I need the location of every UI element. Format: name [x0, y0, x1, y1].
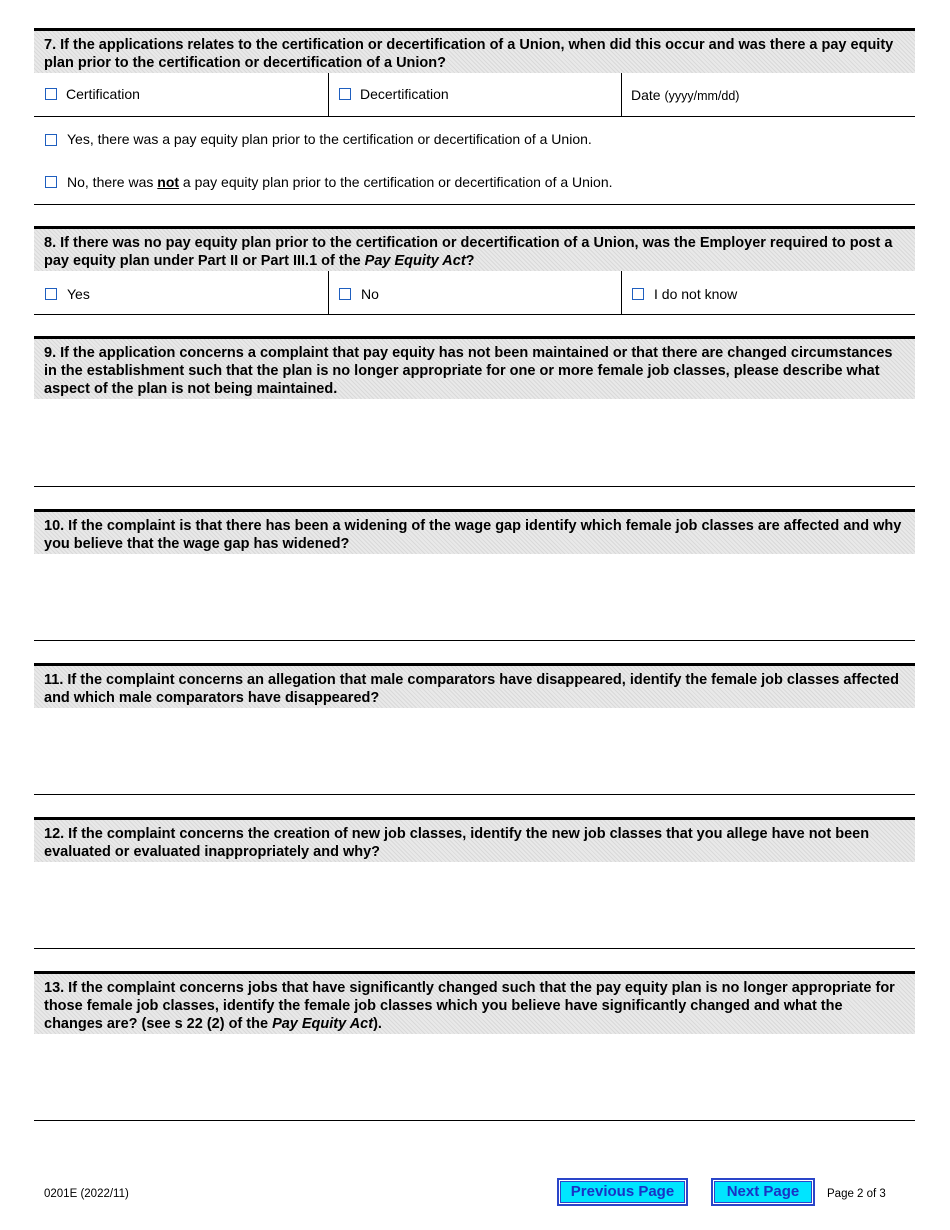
plan-existed-no-checkbox[interactable] [45, 176, 57, 188]
divider [621, 73, 622, 117]
divider [34, 204, 915, 205]
q10-answer-area[interactable] [34, 554, 915, 640]
divider [34, 794, 915, 795]
q12-answer-area[interactable] [34, 862, 915, 948]
act-name: Pay Equity Act [364, 253, 466, 269]
employer-required-yes-checkbox[interactable] [45, 288, 57, 300]
q10-question: 10. If the complaint is that there has been a widening of the wage gap identify which female job classes are affected and why you believe that the wage gap has widened? [44, 518, 902, 552]
certification-checkbox[interactable] [45, 88, 57, 100]
plan-existed-no-label [67, 174, 613, 190]
employer-required-yes-label: Yes [67, 286, 90, 302]
divider [34, 116, 915, 117]
divider [34, 948, 915, 949]
plan-existed-yes-label: Yes, there was a pay equity plan prior to the certification or decertification of a Union. [67, 131, 592, 147]
q8-question-end: ? [465, 253, 475, 269]
decertification-label: Decertification [360, 86, 449, 102]
employer-required-no-checkbox[interactable] [339, 288, 351, 300]
divider [34, 314, 915, 315]
q10-heading [34, 509, 915, 554]
divider [34, 486, 915, 487]
q13-question-end: ). [373, 1016, 382, 1032]
q11-question: 11. If the complaint concerns an allegation that male comparators have disappeared, identify the female job classes affected and which male comparators have disappeared? [44, 672, 899, 706]
act-name: Pay Equity Act [272, 1016, 374, 1032]
q11-heading [34, 663, 915, 708]
q13-question-text: 13. If the complaint concerns jobs that have significantly changed such that the pay equity plan is no longer appropriate for those female job classes, identify the female job classes which you believe have significantly changed and what the changes are? (see s 22 (2) of the [44, 980, 895, 1032]
no-label-text-end: a pay equity plan prior to the certification or decertification of a Union. [179, 174, 613, 190]
divider [34, 640, 915, 641]
divider [621, 271, 622, 315]
q8-question [44, 235, 892, 269]
q13-answer-area[interactable] [34, 1034, 915, 1120]
divider [328, 271, 329, 315]
employer-required-dont-know-checkbox[interactable] [632, 288, 644, 300]
date-field[interactable] [631, 87, 739, 104]
q11-answer-area[interactable] [34, 708, 915, 794]
q8-question-text: 8. If there was no pay equity plan prior to the certification or decertification of a Union, was the Employer required to post a pay equity plan under Part II or Part III.1 of the [44, 235, 893, 269]
employer-required-dont-know-label: I do not know [654, 286, 738, 302]
date-label: Date [631, 87, 661, 103]
q9-question: 9. If the application concerns a complaint that pay equity has not been maintained or that there are changed circumstances in the establishment such that the plan is no longer appropriate for one or more female job classes, please describe what aspect of the plan is not being maintained. [44, 345, 893, 397]
previous-page-button[interactable]: Previous Page [557, 1178, 688, 1206]
next-page-button[interactable]: Next Page [711, 1178, 815, 1206]
q12-question: 12. If the complaint concerns the creation of new job classes, identify the new job classes that you allege have not been evaluated or evaluated inappropriately and why? [44, 826, 870, 860]
q13-question [44, 980, 895, 1032]
decertification-checkbox[interactable] [339, 88, 351, 100]
plan-existed-yes-checkbox[interactable] [45, 134, 57, 146]
q7-question: 7. If the applications relates to the certification or decertification of a Union, when did this occur and was there a pay equity plan prior to the certification or decertification of a Union? [44, 37, 894, 71]
page-number: Page 2 of 3 [827, 1188, 886, 1200]
q9-answer-area[interactable] [34, 399, 915, 486]
date-format: (yyyy/mm/dd) [664, 89, 740, 103]
divider [34, 1120, 915, 1121]
form-id: 0201E (2022/11) [44, 1188, 129, 1200]
divider [328, 73, 329, 117]
certification-label: Certification [66, 86, 140, 102]
q9-heading [34, 336, 915, 399]
q13-heading [34, 971, 915, 1034]
q12-heading [34, 817, 915, 862]
no-label-text: No, there was [67, 174, 158, 190]
q7-heading [34, 28, 915, 73]
no-label-emphasis: not [157, 174, 180, 190]
q8-heading [34, 226, 915, 271]
employer-required-no-label: No [361, 286, 379, 302]
